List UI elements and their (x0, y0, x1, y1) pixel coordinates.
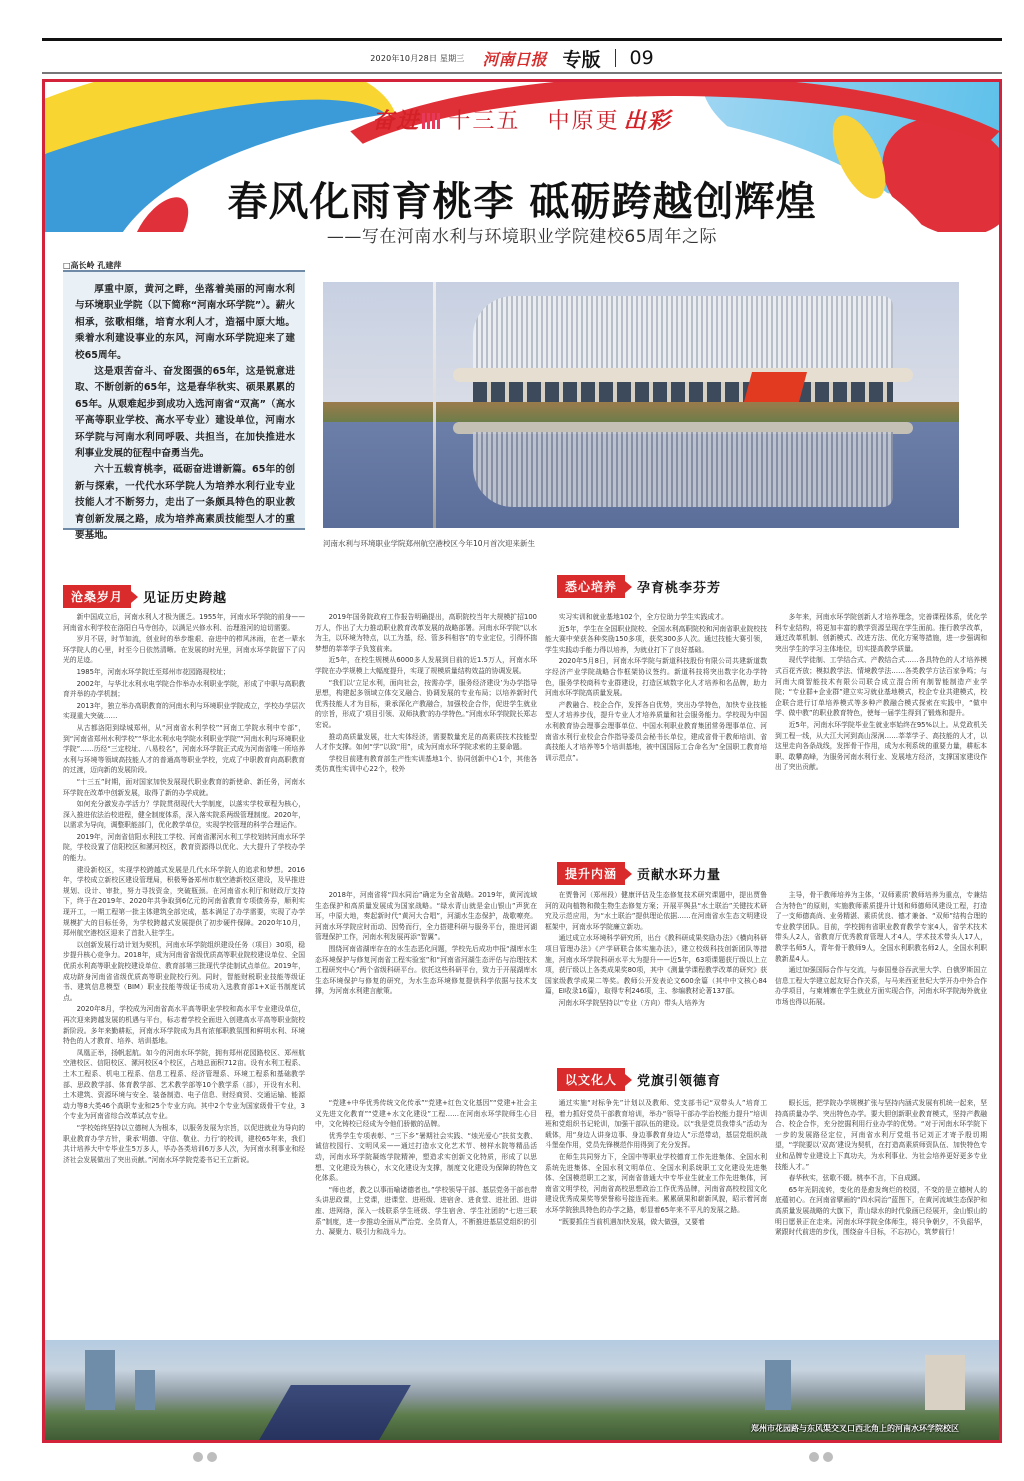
paragraph: 如何充分激发办学活力？学院贯彻现代大学制度，以落实学校章程为核心，深入推进依法治校进程，健全制度体系，深入落实院系两级管理制度。2020年，以需求为导向，调整职能部门，优化教学单位，实现学校管理的科学合理运作。 (63, 800, 305, 830)
section-header-cultivate (557, 575, 721, 598)
paragraph: 在师生共同努力下，全国中等职业学校德育工作先进集体、全国水利系统先进集体、全国水利文明单位、全国水利系统职工文化建设先进集体、全国模范职工之家，河南省普通大中专毕业生就业工作先进集体，河南省文明学校，河南省高校思想政治工作优秀品牌，河南省高校校园文化建设优秀成果奖等荣誉称号接连而来。累累硕果和崭新风貌，昭示着河南水环学院独具特色的办学之路，彰显着65年来不平凡的发展之路。 (545, 1152, 767, 1214)
slogan-text: 出彩 (623, 108, 672, 134)
paragraph: “我们以‘立足水利，面向社会，按需办学，服务经济建设’为办学指导思想，构建起多领域立体交叉融合、协调发展的专业布局；以培养新时代优秀技能人才为目标，秉承深化产教融合，加强校企合作，促进学生就业的宗旨，形成了‘项目引领、双师执教’的办学特色。”河南水环学院院长郑志宏说。 (315, 678, 537, 729)
section-header-culture (557, 1068, 721, 1091)
paragraph: 岁月不居，时节如流，创业时的举步维艰、奋进中的栉风沐雨，在老一辈水环学院人的心里，时至今日依然清晰。在发展的时光里，河南水环学院留下了闪光的足迹。 (63, 635, 305, 665)
section-tag: 以文化人 (557, 1068, 625, 1091)
paragraph: 通过成立水环境科学研究所，出台《教科研成果奖励办法》《横向科研项目管理办法》《产学研联合体实施办法》，建立校级科技创新团队等措施，河南水环学院科研水平大为提升——近5年，63项课题获厅级以上立项，获厅级以上各类成果奖80项，其中《测量学课程教学改革的研究》获国家级教学成果二等奖。教师公开发表论文600余篇（其中中文核心84篇，EI收录16篇），取得专利246项，主、参编教材论著137部。 (545, 934, 767, 996)
paragraph: 2020年5月8日，河南水环学院与新道科技股份有限公司共建新道数字经济产业学院战略合作框架协议签约。新道科技将突出数字化办学特色，服务学校商科专业群建设，打造区域数字化人才培养和名品牌，助力河南水环学院高质量发展。 (545, 657, 767, 698)
paragraph: 多年来，河南水环学院创新人才培养理念，完善课程体系，优化学科专业结构，将更加丰富的教学资源呈现在学生面前。推行教学改革，通过改革机制、创新模式、改进方法、优化方案等措施，进一步强调和突出学生的学习主体地位，切实提高教学质量。 (775, 613, 987, 653)
paragraph: 眼长远，把学院办学规模扩张与坚持内涵式发展有机统一起来，坚持高质量办学、突出特色办学。要大胆创新职业教育模式，坚持产教融合、校企合作，充分挖掘利用行业办学的优势。“对于河南水环学院下一步的发展路径定位，河南省水利厅党组书记刘正才寄予殷切期望，“学院要以‘双高’建设为契机，在打造高素质师资队伍、加快特色专业和品牌专业建设上下真功夫，为水利事业、为社会培养更好更多专业技能人才。” (775, 1099, 987, 1171)
page-number: 09 (629, 47, 654, 69)
paragraph: 近5年，在校生规模从6000多人发展到目前的近1.5万人，河南水环学院在办学规模上大幅度提升，实现了规模质量结构效益的协调发展。 (315, 656, 537, 675)
sub-rule (42, 72, 1002, 74)
campus-aerial-photo (45, 1340, 999, 1440)
paragraph: 围绕河南省湖库存在的水生态恶化问题，学校先后成功申报“湖库水生态环境保护与修复河南省工程实验室”和“河南省河湖生态评估与治理技术工程研究中心”两个省级科研平台。依托这些科研平台，致力于开展湖库水生态环境保护与修复的研究，为水生态环境修复提供科学依据与技术支撑，为河南水利建言献策。 (315, 944, 537, 996)
page-dot[interactable] (193, 1452, 203, 1462)
page-dot[interactable] (823, 1452, 833, 1462)
paragraph: 现代学徒制、工学结合式、产教结合式……各具特色的人才培养模式百花齐放；模拟教学法、情境教学法……各类教学方法百家争鸣；与河南大商智能技术有限公司联合成立混合所有制智能制造产业学院；“专业群+企业群”建立实习就业基地模式，校企专业共建模式，校企联合进行订单培养模式等多种产教融合模式探索在实践中，“做中学、做中教”的职业教育特色，使每一届学生得到了锻炼和提升。 (775, 656, 987, 718)
section-title: 党旗引领德育 (637, 1074, 722, 1089)
paragraph: 春华秋实，弦歌不辍。桃李不言，下自成蹊。 (788, 1174, 925, 1183)
paragraph: 学校目前建有教育部生产性实训基地1个、协同创新中心1个，其他各类仿真性实训中心22个，校外 (315, 754, 537, 774)
paragraph: 通过实施“对标争先”计划以及教师、党支部书记“双带头人”培育工程，着力抓好党员干部教育培训，举办“领导干部办学治校能力提升”培训班和党组织书记轮训，加强干部队伍的建设。以“我是党员我带头”活动为载体，用“身边人讲身边事、身边事教育身边人”示范带动，基层党组织战斗堡垒作用，党员先锋模范作用得到了充分发挥。 (545, 1099, 767, 1150)
page-indicator[interactable] (809, 1452, 833, 1462)
masthead (0, 46, 1024, 70)
divider (615, 49, 616, 67)
paragraph: “十三五”时期，面对国家加快发展现代职业教育的新使命、新任务，河南水环学院在改革中创新发展，取得了新的办学成就。 (63, 777, 305, 797)
section-title: 见证历史跨越 (143, 591, 228, 606)
section-tag: 沧桑岁月 (63, 585, 131, 608)
feature-frame (42, 79, 1002, 1443)
article-column (775, 612, 987, 862)
paragraph: 在贾鲁河（郑州段）健康评估及生态修复技术研究课题中，提出贾鲁河的双向植物和微生物生态修复方案；开展平舆县“水土联治”关键技术研究及示范应用，为“水土联治”提供理论依据……在河南省水生态文明建设框架中，河南水环学院廉立新功。 (545, 891, 767, 931)
top-rule (42, 38, 1002, 41)
article-column (775, 1098, 987, 1330)
lead-paragraph: 这是艰苦奋斗、奋发图强的65年，这是锐意进取、不断创新的65年，这是春华秋实、硕果累累的65年。从艰难起步到成功入选河南省“双高”（高水平高等职业学校、高水平专业）建设单位，河南水环学院与河南水利同呼吸、共担当，在加快推进水利事业发展的征程中奋勇当先。 (75, 366, 295, 460)
article-column (315, 890, 537, 1060)
paragraph: 产教融合、校企合作，发挥各自优势，突出办学特色，加快专业技能型人才培养步伐，提升专业人才培养质量和社会服务能力。学校现为中国水利教育协会理事会理事单位、中国水利职业教育集团常务理事单位、河南省水利行业校企合作指导委员会秘书长单位，建成省骨干教师培训、省高技能人才培养等5个培训基地，被中国国际工合命名为“全国职工教育培训示范点”。 (545, 700, 767, 762)
paragraph: 近5年，河南水环学院毕业生就业率始终在95%以上。从党政机关到工程一线，从大江大河到高山深涧……莘莘学子、高技能的人才，以这里走向各条战线，发挥骨干作用，成为水利系统的重要力量，耕耘本职、敢攀高峰，为服务河南水利行业、发展地方经济，支撑国家建设作出了突出贡献。 (775, 720, 987, 772)
page-indicator[interactable] (193, 1452, 217, 1462)
paragraph: 2002年，与华北水利水电学院合作举办水利职业学院，形成了中职与高职教育并举的办学机制； (63, 679, 305, 699)
article-column (545, 1098, 767, 1330)
paragraph: 优秀学生专项表彰、“三下乡”暑期社会实践、“烛光爱心”扶贫支教、诚信校园行、文明风采——通过打造水文化艺术节、榜样水院等精品活动，河南水环学院凝炼学院精神，塑造求实创新文化特质，形成了以思想、文化建设为核心，水文化建设为支撑，制度文化建设为保障的特色文化体系。 (315, 1131, 537, 1183)
article-column (775, 890, 987, 1060)
lead-box (63, 270, 305, 542)
section-title: 孕育桃李芬芳 (637, 581, 722, 596)
slogan-text: 奋进 (372, 108, 421, 134)
section-header-history (63, 585, 227, 608)
section-tag: 提升内涵 (557, 862, 625, 885)
campus-building-photo (323, 282, 959, 528)
paragraph: 通过加强国际合作与交流，与泰国曼谷吞武里大学、白俄罗斯国立信息工程大学建立起友好合作关系，与马来西亚世纪大学开办中外合作办学项目，与柬埔寨在学生就业方面实现合作，河南水环学院海外就业市场也得以拓展。 (775, 966, 987, 1006)
article-column (545, 612, 767, 852)
paragraph: 2019年国务院政府工作报告明确提出，高职院校当年大规模扩招100万人，作出了大力推动职业教育改革发展的战略部署。河南水环学院“以水为主，以环境为特点，以工为基，经、管多科相容”的专业定位，引得怀揣梦想的莘莘学子负笈前来。 (315, 613, 537, 653)
paragraph: 1985年，河南水环学院迁至郑州市花园路现校址； (76, 667, 230, 676)
paragraph: “学校始终坚持以立德树人为根本，以服务发展为宗旨，以促进就业为导向的职业教育办学方针，秉承‘明德、守信、敬业、力行’的校训，建校65年来，我们共计培养大中专毕业生5万多人，毕办各类培训6万多人次，为河南水利事业和经济社会发展做出了突出贡献。”河南水环学院党委书记王立新说。 (63, 1123, 305, 1164)
paragraph: 凤凰正举，扬帆起航。如今的河南水环学院，拥有郑州花园路校区、郑州航空港校区、信阳校区、漯河校区4个校区，占地总面积712亩。设有水利工程系、土木工程系、机电工程系、信息工程系、经济管理系、环境工程系和基础教学部、思政教学部、体育教学部、艺术教学部等10个教学系（部），开设有水利、土木建筑、资源环境与安全、装备制造、电子信息、财经商贸、交通运输、能源动力等8大类46个高职专业和25个专业方向。其中2个专业为国家级骨干专业，3个专业为河南省综合改革试点专业。 (63, 1048, 305, 1121)
paragraph: 65年光阴流转，变化的是愈发绚烂的校园，不变的是立德树人的底蕴初心。在河南省擘画的“四水同治”蓝图下，在黄河流域生态保护和高质量发展战略的大旗下，青山绿水的时代象画已经展开，金山银山的明日愿景正在走来。河南水环学院全体师生，将只争朝夕，不负韶华，紧跟时代前进的步伐，围绕奋斗目标，不忘初心，筑梦前行！ (775, 1185, 987, 1237)
photo-caption: 河南水利与环境职业学院郑州航空港校区今年10月首次迎来新生 (323, 539, 536, 548)
section-tag: 悉心培养 (557, 575, 625, 598)
article-column (545, 890, 767, 1060)
article-column (63, 612, 305, 1334)
article-column (315, 1098, 537, 1330)
aerial-photo-caption: 郑州市花园路与东风渠交叉口西北角上的河南水环学院校区 (751, 1424, 959, 1433)
lead-paragraph: 六十五载育桃李，砥砺奋进谱新篇。65年的创新与探索，一代代水环学院人为培养水利行业专业技能人才不断努力，走出了一条颇具特色的职业教育创新发展之路，成为培养高素质技能型人才的重要基地。 (75, 464, 295, 542)
article-column (315, 612, 537, 852)
section-title: 贡献水环力量 (637, 868, 722, 883)
bars-icon (422, 113, 442, 129)
headline: 春风化雨育桃李 砥砺跨越创辉煌 (227, 178, 817, 225)
paragraph: 新中国成立后，河南水利人才极为匮乏。1955年，河南水环学院的前身——河南省水利学校在洛阳白马寺创办，以满足兴修水利、治理淮河的迫切需要。 (63, 613, 305, 632)
section-label: 专版 (562, 48, 601, 71)
paragraph: 2018年，河南省将“四水同治”确定为全省战略。2019年，黄河流域生态保护和高质量发展成为国家战略。“绿水青山就是金山银山”声犹在耳，中原大地，奏起新时代“黄河大合唱”，河湖水生态保护，战歌嘹亮。河南水环学院应时而动、因势而行，全力搭建科研与服务平台，推进河湖管理保护工作，河南水利发展再添“智翼”。 (315, 891, 537, 942)
paragraph: 建设新校区，实现学校跨越式发展是几代水环学院人的追求和梦想。2016年，学校成立新校区建设管理局，积极筹备郑州市航空港新校区建设，及早推进规划、设计、审批，努力寻找资金，突破瓶颈。在河南省水利厅和财政厅支持下，终于在2019年、2020年共争取到6亿元的河南省教育专项债务券，顺利实现开工，一期工程第一批主体建筑全部完成，基本满足了办学需要，实现了办学规模扩大的目标任务，为学校跨越式发展提供了初步硬件保障。2020年10月，郑州航空港校区迎来了首批入驻学生。 (63, 865, 305, 938)
slogan-text: 十三五 (448, 109, 521, 134)
paragraph: 以创新发展行动计划为契机，河南水环学院组织建设任务（项目）30项，稳步提升核心竞争力。2018年，成为河南省省级优质高等职业院校建设单位、全国优质水利高等职业院校建设单位、教育部第三批现代学徒制试点单位。2019年，成功跻身河南省省级优质高等职业院校行列。同时，智能财税职业技能等级证书、建筑信息模型（BIM）职业技能等级证书成功入选教育部1+X证书制度试点。 (63, 940, 305, 1002)
issue-date: 2020年10月28日 星期三 (370, 53, 465, 63)
byline: □高长岭 孔建萍 (63, 261, 122, 270)
paragraph: “师也者，教之以事而喻诸德者也。”学校领导干部、基层党务干部也带头讲思政课，上党课，进课堂、进班级、进宿舍、进食堂、进社团、进讲座、进网络，深入一线联系学生班级、学生宿舍、学生社团的“七进三联系”制度，进一步推动全面从严治党、全员育人，不断推进基层党组织的引力、凝聚力、吸引力和战斗力。 (315, 1185, 537, 1237)
slogan-text: 中原更 (547, 109, 620, 134)
paragraph: 主导，骨干教师培养为主体，‘双师素质’教师培养为重点，专兼结合为特色”的原则，实施教师素质提升计划和师德师风建设工程，打造了一支师德高尚、业务精湛、素质优良、德才兼备、“双师”结构合理的专业教学团队。目前，学校拥有省职业教育教学专家4人，省学术技术带头人2人，省教育厅优秀教育管理人才4人，学术技术带头人17人，教学名师5人，青年骨干教师9人，全国水利职教名师2人，全国水利职教新星4人。 (775, 891, 987, 963)
section-header-contribute (557, 862, 721, 885)
paragraph: “党建+中华优秀传统文化传承”“党建+红色文化基因”“党建+社会主义先进文化教育”“党建+水文化建设”工程……在河南水环学院师生心目中，文化铸校已经成为令他们骄傲的品牌。 (315, 1099, 537, 1129)
page-dot[interactable] (809, 1452, 819, 1462)
paragraph: 2019年，河南省信阳水利技工学校、河南省漯河水利工学校划转河南水环学院，学校设置了信阳校区和漯河校区，教育资源得以优化、大大提升了学校办学的能力。 (63, 832, 305, 863)
newspaper-logo: 河南日报 (482, 49, 547, 69)
paragraph: 实习实训和就业基地102个，全方位助力学生实践成才。 (558, 613, 728, 621)
paragraph: “既要抓住当前机遇加快发展，做大做强，又要着 (558, 1217, 705, 1226)
page-dot[interactable] (207, 1452, 217, 1462)
paragraph: 2020年8月，学校成为河南省高水平高等职业学校和高水平专业建设单位，再次迎来跨越发展的机遇与平台，标志着学校全面进入创建高水平高等职业院校新阶段。多年来勤耕耘，河南水环学院成为具有浓郁职教氛围和鲜明水利、环境特色的人才教育、培养、培训基地。 (63, 1005, 305, 1046)
subheadline: ——写在河南水利与环境职业学院建校65周年之际 (326, 227, 718, 247)
paragraph: 河南水环学院坚持以“专业（方向）带头人培养为 (558, 998, 705, 1007)
paragraph: 推动高质量发展，壮大实体经济，需要数量充足的高素质技术技能型人才作支撑。如何“学”以致“用”，成为河南水环学院求索的主要命题。 (315, 732, 537, 752)
paragraph: 近5年，学生在全国职业院校、全国水利高职院校和河南省职业院校技能大赛中荣获各种奖励150多项，获奖300多人次。通过技能大赛引领，学生实践动手能力得以培养，为就业打下了良好基础。 (545, 624, 767, 654)
banner-slogan (45, 104, 999, 135)
paragraph: 2013年，独立举办高职教育的河南水利与环境职业学院成立，学校办学层次实现重大突破…… (63, 701, 305, 721)
paragraph: 从古都洛阳到绿城郑州，从“河南省水利学校”“河南工学院水利中专部”，到“河南省郑州水利学校”“华北水利水电学院水利职业学院”“河南水利与环境职业学院”……历经“三定校址、八易校名”，河南水环学院正式成为河南省唯一所培养水利与环境等领域高技能人才的普通高等职业学校，完成了中职教育向高职教育的过渡，迈向新的发展阶段。 (63, 723, 305, 775)
lead-paragraph: 厚重中原，黄河之畔，坐落着美丽的河南水利与环境职业学院（以下简称“河南水环学院”）。薪火相承，弦歌相继，培育水利人才，造福中原大地。乘着水利建设事业的东风，河南水环学院迎来了建校65周年。 (75, 284, 295, 361)
